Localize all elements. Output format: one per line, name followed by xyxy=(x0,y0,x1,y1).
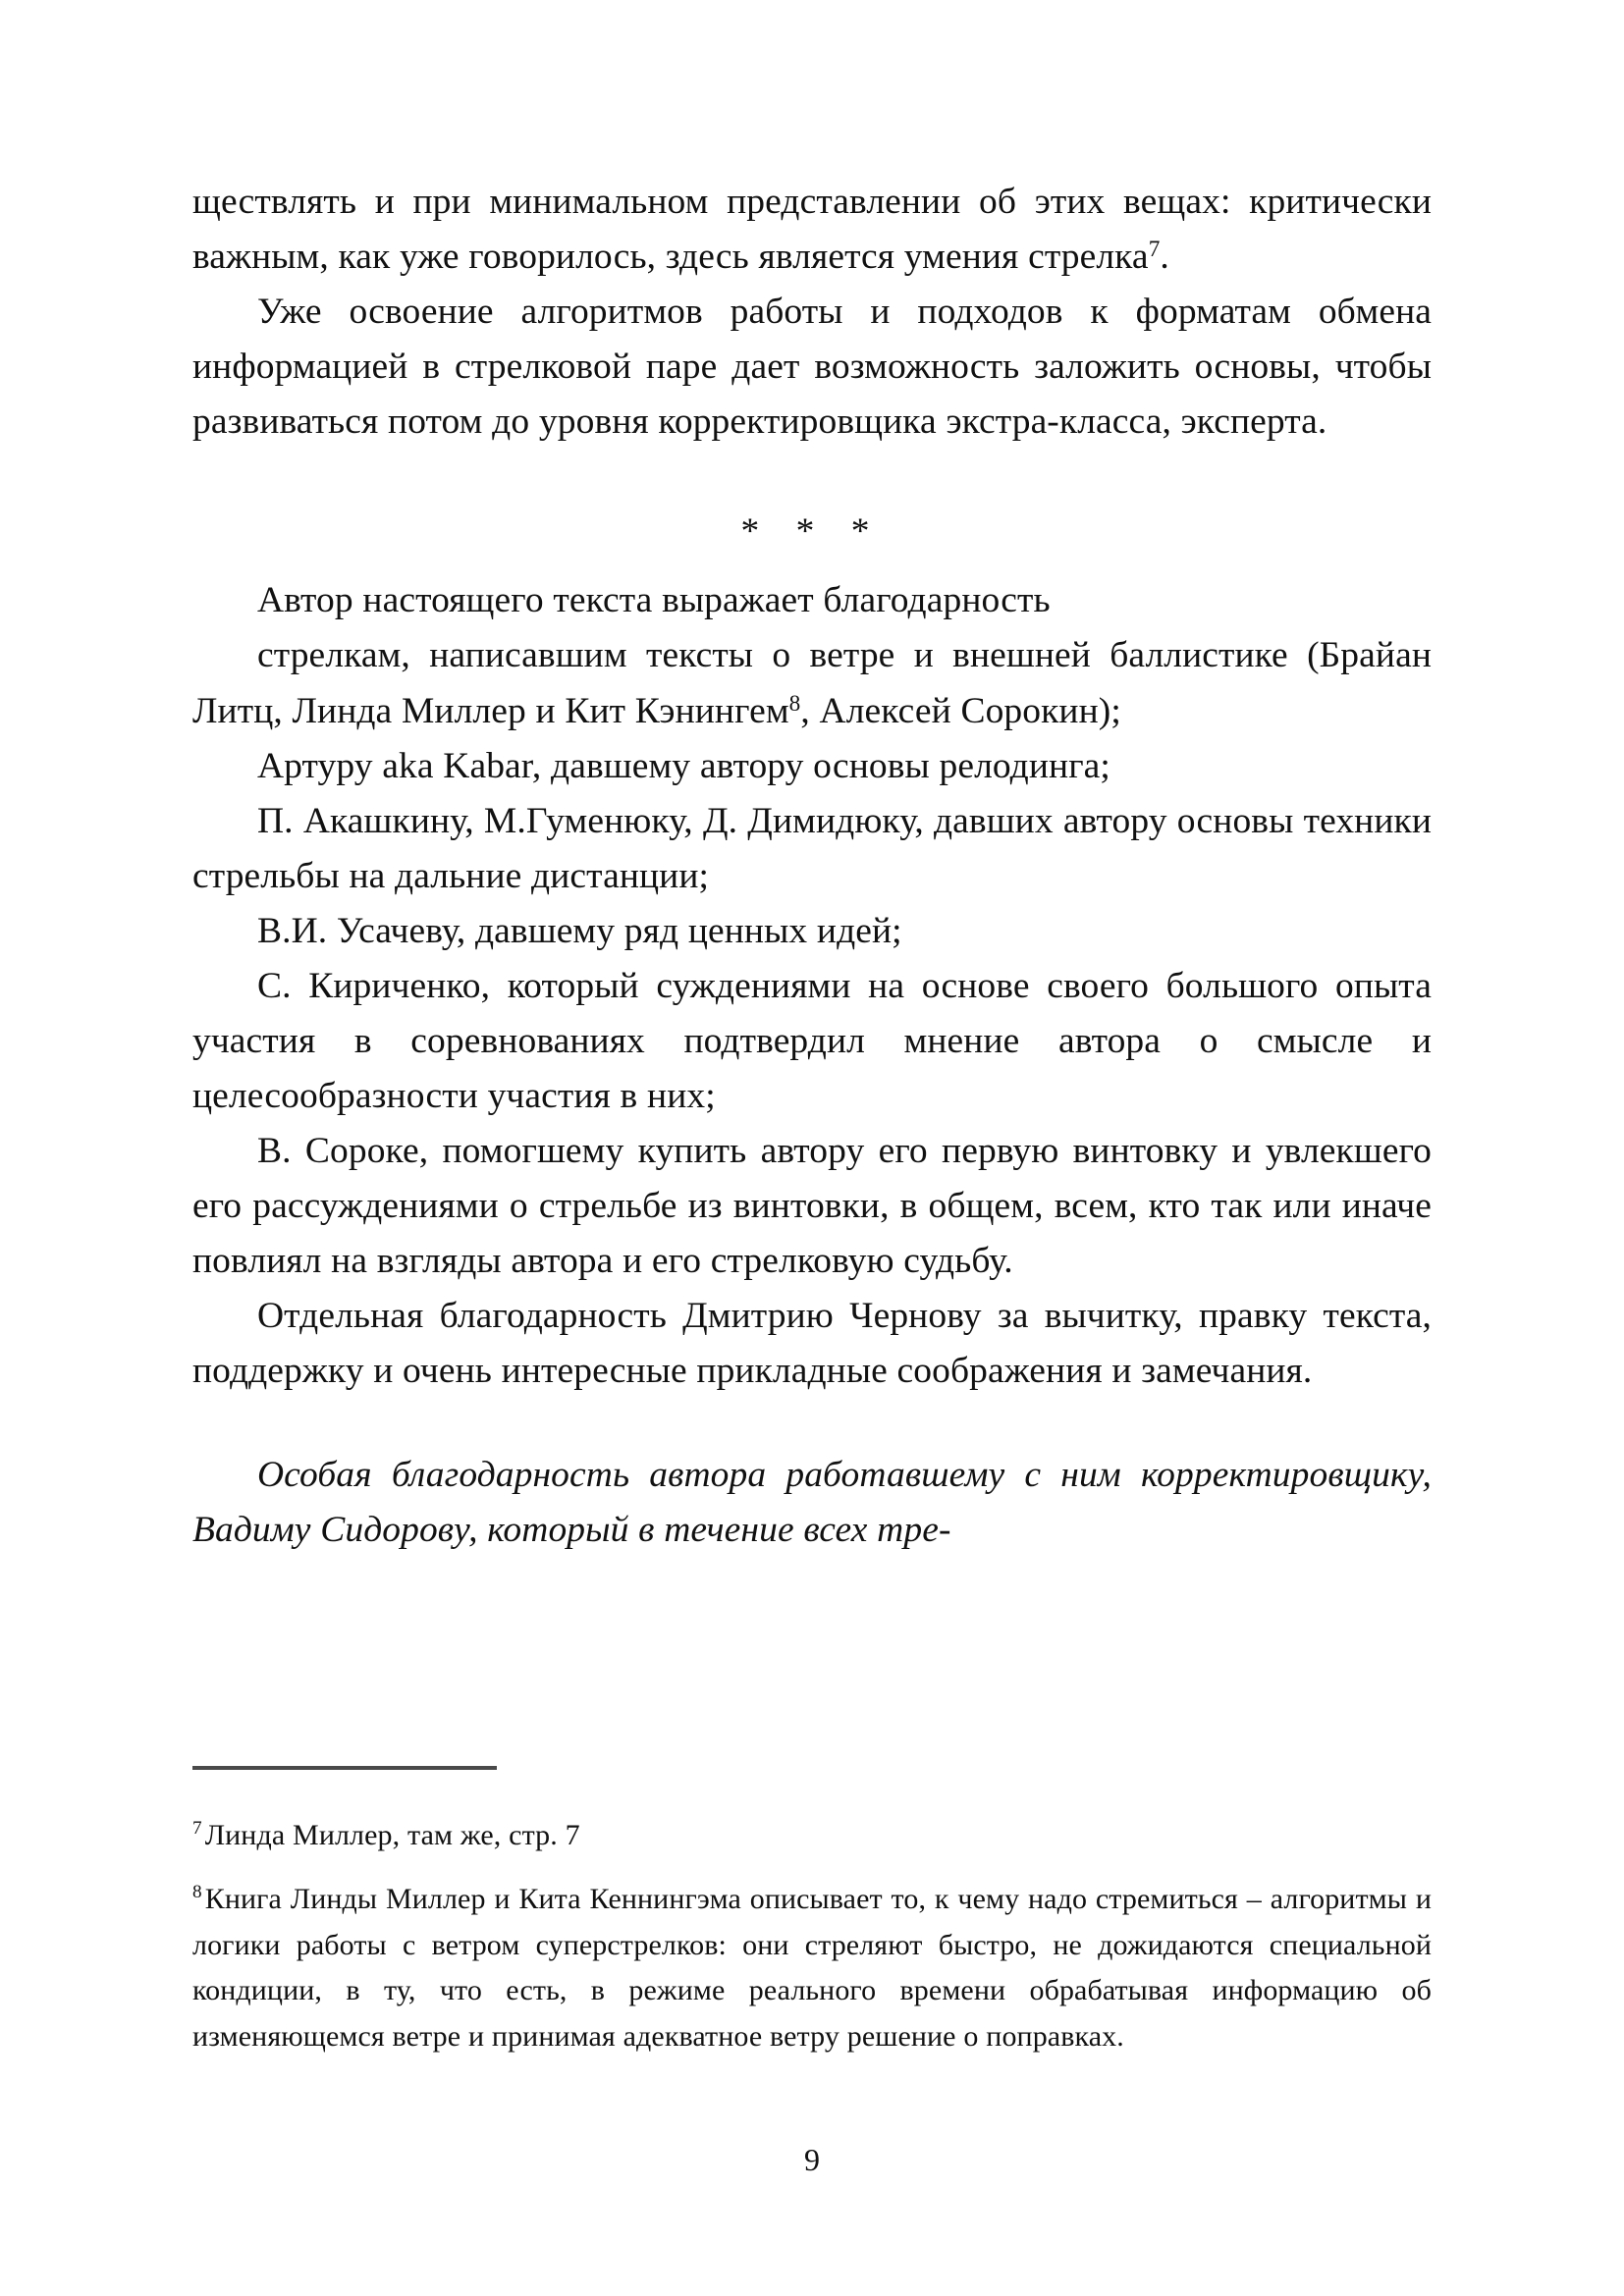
page-body-text xyxy=(192,175,1432,1558)
page-number: 9 xyxy=(804,2142,820,2177)
paragraph-text: стрелкам, написавшим тексты о ветре и внешней баллистике (Брайан Литц, Линда Миллер и Кит Кэнингем xyxy=(192,635,1432,731)
footnote-marker: 7 xyxy=(192,1818,202,1840)
footnote-ref-7[interactable]: 7 xyxy=(1148,236,1161,262)
paragraph-thanks-kirichenko: С. Кириченко, который суждениями на основе своего большого опыта участия в соревнованиях подтвердил мнение автора о смысле и целесообразности участия в них; xyxy=(192,965,1432,1116)
paragraph-text-tail: , Алексей Сорокин); xyxy=(800,690,1121,731)
footnote-marker: 8 xyxy=(192,1882,202,1903)
spacer-before-separator xyxy=(192,450,1432,505)
paragraph-thanks-akashkin: П. Акашкину, М.Гуменюку, Д. Димидюку, давших автору основы техники стрельбы на дальние дистанции; xyxy=(192,800,1432,896)
paragraph-thanks-artur: Артуру aka Kabar, давшему автору основы релодинга; xyxy=(257,745,1110,786)
section-separator-asterisks: * * * xyxy=(740,511,884,553)
paragraph-thanks-soroka: В. Сороке, помогшему купить автору его первую винтовку и увлекшего его рассуждениями о стрельбе из винтовки, в общем, всем, кто так или иначе повлиял на взгляды автора и его стрелковую судьбу. xyxy=(192,1131,1432,1282)
footnotes-section xyxy=(192,1766,1432,2078)
paragraph-thanks-intro: Автор настоящего текста выражает благодарность xyxy=(257,580,1051,621)
footnote-text: Книга Линды Миллер и Кита Кеннингэма описывает то, к чему надо стремиться – алгоритмы и логики работы с ветром суперстрелков: они стреляют быстро, не дожидаются специальной кондиции, в ту, что есть, в режиме реального времени обрабатывая информацию об изменяющемся ветре и принимая адекватное ветру решение о поправках. xyxy=(192,1882,1432,2054)
paragraph-thanks-shooters xyxy=(192,628,1432,738)
paragraph-italic-sidorov: Особая благодарность автора работавшему с ним корректировщику, Вадиму Сидорову, который в течение всех тре- xyxy=(192,1455,1432,1551)
footnote-separator-rule xyxy=(192,1766,497,1770)
spacer-after-separator xyxy=(192,560,1432,573)
footnote-item xyxy=(192,1877,1432,2060)
italic-paragraph-block xyxy=(192,1448,1432,1558)
footnote-item xyxy=(192,1813,1432,1859)
paragraph-text-tail: . xyxy=(1160,237,1169,278)
paragraph-thanks-usachev: В.И. Усачеву, давшему ряд ценных идей; xyxy=(257,910,902,951)
footnote-text: Линда Миллер, там же, стр. 7 xyxy=(204,1819,580,1851)
spacer-before-italic xyxy=(192,1399,1432,1448)
footnote-ref-8[interactable]: 8 xyxy=(788,690,801,717)
paragraph-algorithms: Уже освоение алгоритмов работы и подходов к форматам обмена информацией в стрелковой паре дает возможность заложить основы, чтобы развиваться потом до уровня корректировщика экстра-класса, эксперта. xyxy=(192,292,1432,443)
paragraph-text: ществлять и при минимальном представлении об этих вещах: критически важным, как уже говорилось, здесь является умения стрелка xyxy=(192,182,1432,278)
paragraph-thanks-chernov: Отдельная благодарность Дмитрию Чернову за вычитку, правку текста, поддержку и очень интересные прикладные соображения и замечания. xyxy=(192,1296,1432,1392)
paragraph-continued xyxy=(192,175,1432,285)
